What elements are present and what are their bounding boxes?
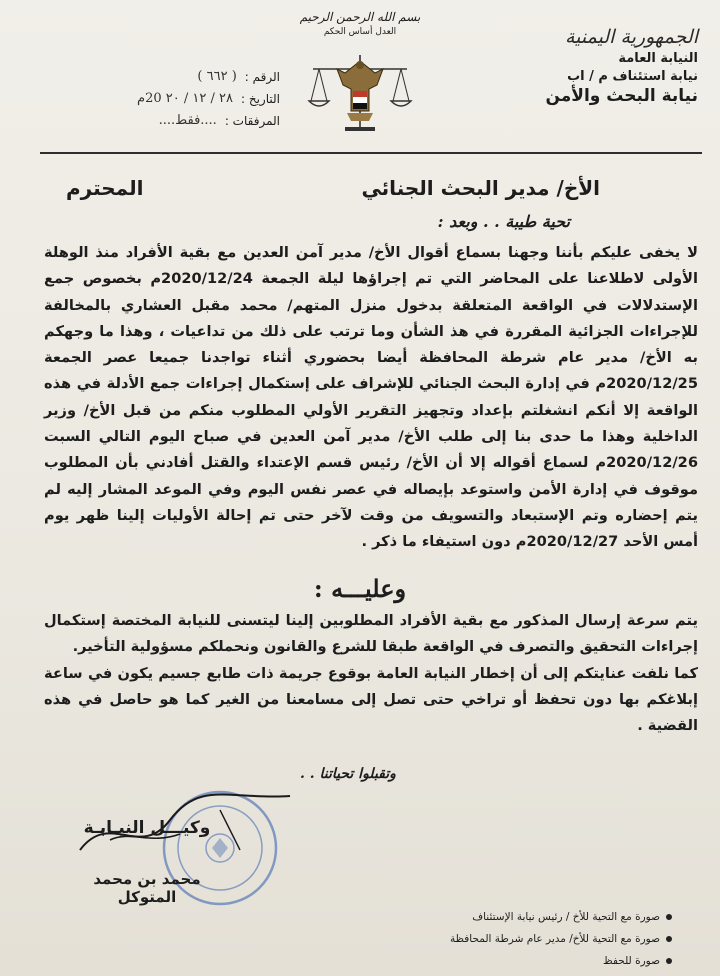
yemen-eagle-emblem-icon [305,41,415,137]
date-label: التاريخ : [240,92,280,106]
paragraph-notice: كما نلفت عنايتكم إلى أن إخطار النيابة العامة بوقوع جريمة ذات طابع جسيم يكون في ساعة إبلاغكم بها دون تحفظ أو تراخي حتى تصل إلى مسامعنا من الغير كما هو حاصل في هذه القضية . [44,664,698,735]
reference-number-row [40,66,280,88]
paragraph-main: لا يخفى عليكم بأننا وجهنا بسماع أقوال الأخ/ مدير آمن العدين مع بقية الأفراد منذ الوهلة الأولى لاطلاعنا على المحاضر التي تم إجراؤها ليلة الجمعة 2020/12/24م بخصوص جمع الإستدلالات في الواقعة المتعلقة بدخول منزل المتهم/ محمد مقبل العشاري بالمخالفة للإجراءات الجزائية المقررة في هذ الشأن وما ترتب على ذلك من تداعيات ، وهذا ما وجهكم به الأخ/ مدير عام شرطة المحافظة أيضا بحضوري أثناء تواجدنا جميعا عصر الجمعة 2020/12/25م في إدارة البحث الجنائي للإشراف على إستكمال إجراءات جمع الأدلة في هذه الواقعة إلا أنكم انشغلتم بإعداد وتجهيز التقرير الأولي المطلوب منكم من قبل الأخ/ وزير الداخلية وهذا ما حدى بنا إلى طلب الأخ/ مدير آمن العدين في صباح اليوم التالي السبت 2020/12/26م لسماع أقواله إلا أن الأخ/ رئيس قسم الإعتداء والقتل أفادني بأن المطلوب موقوف في إدارة الأمن واستوعد بإيصاله في عصر نفس اليوم وفي الموعد المشار إليه لم يتم إحضاره وتم الإستبعاد والتسويف من وقت لآخر حتى تم إحالة الأوليات إلينا ظهر يوم أمس الأحد 2020/12/27م دون استيفاء ما ذكر . [44,244,698,551]
header-authority [468,26,698,106]
attachments-label: المرفقات : [224,114,280,128]
copy-text: صورة مع التحية للأخ/ مدير عام شرطة المحافظة [450,933,660,945]
addressee-respected: المحترم [66,176,144,200]
number-value: ( ٦٦٢ ) [197,69,237,84]
republic-name: الجمهورية اليمنية [564,26,698,48]
paragraph-directive: يتم سرعة إرسال المذكور مع بقية الأفراد المطلوبين إلينا ليتسنى للنيابة المختصة إستكمال إجراءات التحقيق والتصرف في الواقعة طبقا للشرع والقانون ونحملكم مسؤولية التأخير. [44,612,698,656]
closing-line: وتقبلوا تحياتنا . . [300,766,396,782]
date-row [40,88,280,110]
greeting: تحية طيبة . . وبعد : [437,212,570,231]
attachments-value: ....فقط.... [158,113,217,128]
header-divider [40,152,702,154]
date-value: ٢٨ / ١٢ / ٢٠ 20م [137,91,233,106]
motto: العدل أساس الحكم [323,27,397,37]
copy-text: صورة مع التحية للأخ / رئيس نيابة الإستئناف [472,911,660,923]
letter-body [44,240,698,556]
copies-list [450,906,672,972]
addressee-line [0,176,720,206]
basmala: بسم الله الرحمن الرحيم [299,10,421,24]
wa-alayh-heading: وعليـــه : [313,574,407,603]
bullet-icon [666,958,672,964]
copy-item [450,950,672,972]
bullet-icon [666,914,672,920]
copy-text: صورة للحفظ [603,955,660,967]
signature-block [62,818,232,906]
reference-block [40,66,280,132]
number-label: الرقم : [244,70,280,84]
copy-item [450,928,672,950]
addressee-to: الأخ/ مدير البحث الجنائي [361,176,600,200]
signer-title: وكيـــل النيـابـة [83,818,211,838]
letter-body-directives [44,608,698,739]
agency-name: النيابة العامة [618,51,698,66]
branch-name: نيابة استئناف م / اب [567,69,698,84]
copy-item [450,906,672,928]
office-name: نيابة البحث والأمن [545,86,698,106]
signer-name: محمد بن محمد المتوكل [93,870,201,906]
header-emblem-block [290,10,430,137]
bullet-icon [666,936,672,942]
attachments-row [40,110,280,132]
